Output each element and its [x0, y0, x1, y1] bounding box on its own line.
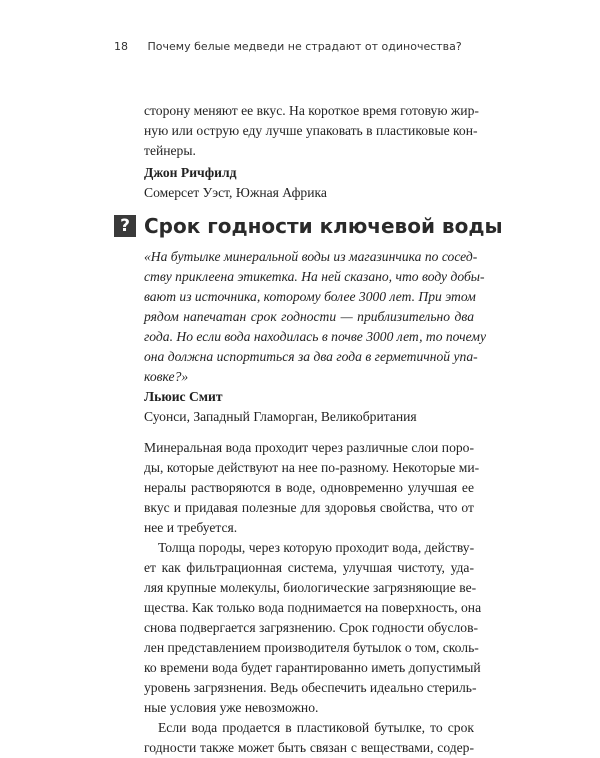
running-header: [114, 40, 534, 53]
question-line: вают из источника, которому более 3000 лет. При этом: [144, 289, 476, 304]
answer-line: Если вода продается в пластиковой бутылке, то срок: [158, 720, 474, 735]
section-title: Срок годности ключевой воды: [144, 214, 503, 238]
answer-line: ды, которые действуют на нее по-разному. Некоторые ми-: [144, 460, 480, 475]
running-title: Почему белые медведи не страдают от одиночества?: [147, 40, 462, 53]
answer-line: Толща породы, через которую проходит вода, действу-: [158, 540, 475, 555]
previous-letter-continuation: [144, 101, 479, 203]
answer-paragraph-1: [144, 438, 480, 538]
answer-paragraph-3: [144, 718, 474, 758]
question-place: Суонси, Западный Гламорган, Великобритания: [144, 409, 417, 424]
question-mark-icon: ?: [114, 215, 136, 237]
text-line: ную или острую еду лучше упаковать в пластиковые кон-: [144, 123, 478, 138]
letter-author: Джон Ричфилд: [144, 165, 237, 180]
answer-line: вкус и придавая полезные для здоровья свойства, что от: [144, 500, 474, 515]
question-signature: [144, 387, 474, 427]
reader-question: [144, 247, 487, 387]
answer-line: лен представлением производителя бутылок о том, сколь-: [144, 640, 479, 655]
question-line: года. Но если вода находилась в почве 3000 лет, то почему: [144, 329, 487, 344]
text-line: сторону меняют ее вкус. На короткое время готовую жир-: [144, 103, 479, 118]
question-line: ству приклеена этикетка. На ней сказано, что воду добы-: [144, 269, 485, 284]
question-author: Льюис Смит: [144, 389, 223, 404]
answer-line: ко времени вода будет гарантированно иметь допустимый: [144, 660, 481, 675]
question-line: ковке?»: [144, 369, 189, 384]
answer-line: уровень загрязнения. Ведь обеспечить идеально стериль-: [144, 680, 477, 695]
answer-line: нее и требуется.: [144, 520, 238, 535]
answer-line: ет как фильтрационная система, улучшая чистоту, уда-: [144, 560, 474, 575]
answer-line: щества. Как только вода поднимается на поверхность, она: [144, 600, 482, 615]
question-line: она должна испортиться за два года в герметичной упа-: [144, 349, 478, 364]
question-line: «На бутылке минеральной воды из магазинчика по сосед-: [144, 249, 478, 264]
answer-paragraph-2: [144, 538, 482, 718]
page-number: 18: [114, 40, 128, 53]
question-line: рядом напечатан срок годности — приблизительно два: [144, 309, 474, 324]
letter-place: Сомерсет Уэст, Южная Африка: [144, 185, 327, 200]
answer-line: годности также может быть связан с веществами, содер-: [144, 740, 474, 755]
answer-line: Минеральная вода проходит через различные слои поро-: [144, 440, 474, 455]
answer-line: ляя крупные молекулы, биологические загрязняющие ве-: [144, 580, 477, 595]
answer-line: нералы растворяются в воде, одновременно улучшая ее: [144, 480, 474, 495]
section-heading: [114, 214, 503, 238]
answer-line: снова подвергается загрязнению. Срок годности обуслов-: [144, 620, 479, 635]
answer-line: ные условия уже невозможно.: [144, 700, 319, 715]
text-line: тейнеры.: [144, 143, 196, 158]
